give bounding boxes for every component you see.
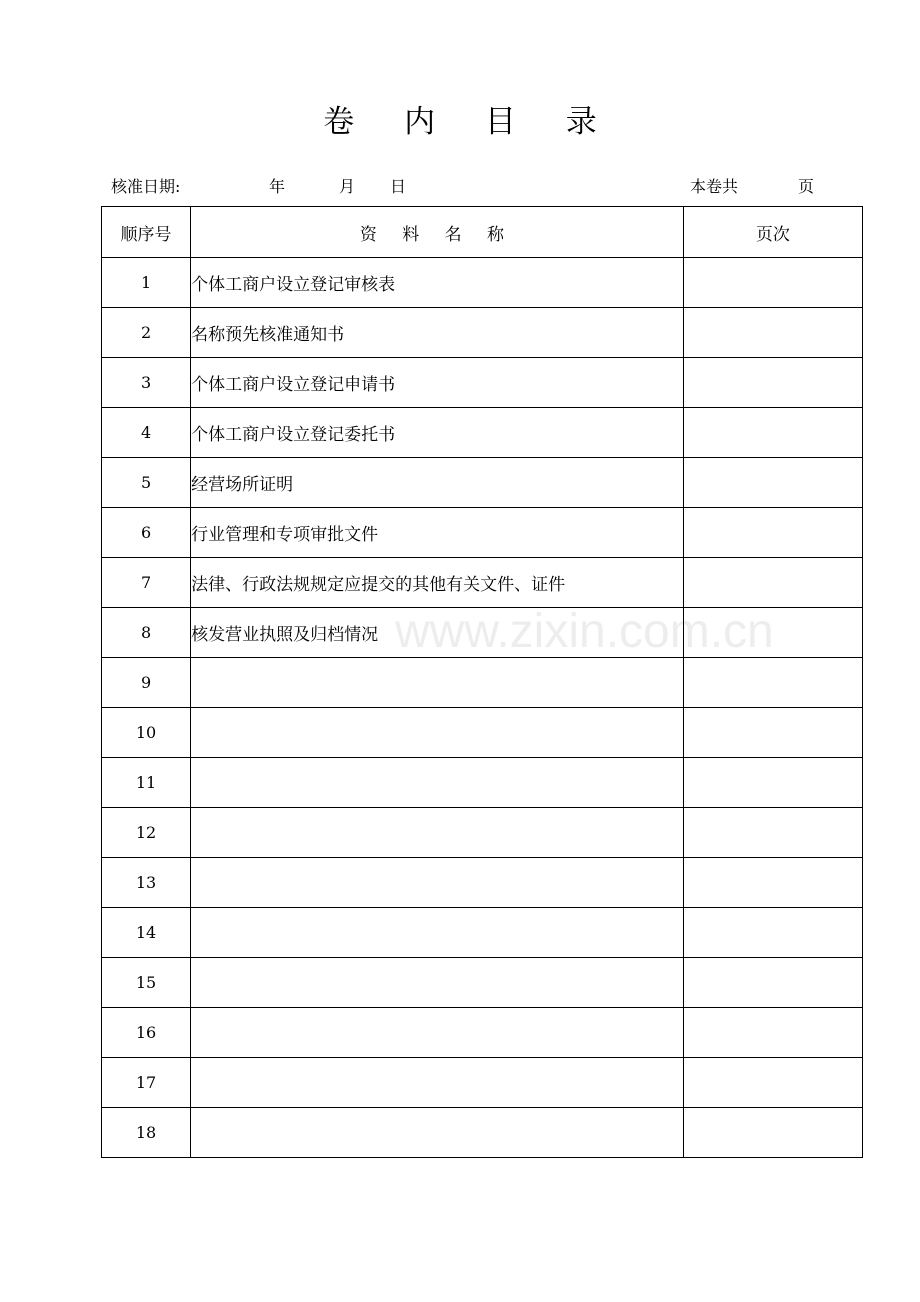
row-page-range (683, 258, 862, 308)
row-page-range (683, 308, 862, 358)
row-sequence-number: 14 (102, 908, 191, 958)
row-page-range (683, 558, 862, 608)
row-sequence-number: 2 (102, 308, 191, 358)
row-sequence-number: 6 (102, 508, 191, 558)
column-header-sequence: 顺序号 (102, 207, 191, 258)
table-row (102, 458, 863, 508)
table-row (102, 1058, 863, 1108)
column-header-document-name: 资 料 名 称 (191, 207, 684, 258)
row-sequence-number: 8 (102, 608, 191, 658)
row-document-name (191, 858, 684, 908)
row-document-name (191, 958, 684, 1008)
table-row (102, 1008, 863, 1058)
table-row (102, 508, 863, 558)
table-row (102, 308, 863, 358)
row-page-range (683, 508, 862, 558)
table-row (102, 908, 863, 958)
year-label: 年 (269, 177, 286, 196)
row-page-range (683, 658, 862, 708)
row-document-name: 经营场所证明 (191, 458, 684, 508)
row-page-range (683, 358, 862, 408)
table-row (102, 758, 863, 808)
row-page-range (683, 408, 862, 458)
row-page-range (683, 1108, 862, 1158)
day-label: 日 (390, 177, 407, 196)
row-page-range (683, 958, 862, 1008)
row-page-range (683, 1008, 862, 1058)
row-document-name (191, 908, 684, 958)
row-sequence-number: 7 (102, 558, 191, 608)
table-row (102, 1108, 863, 1158)
volume-total-label: 本卷共 (690, 177, 739, 196)
row-sequence-number: 11 (102, 758, 191, 808)
table-header-row (102, 207, 863, 258)
row-page-range (683, 708, 862, 758)
row-sequence-number: 1 (102, 258, 191, 308)
row-sequence-number: 18 (102, 1108, 191, 1158)
row-document-name (191, 758, 684, 808)
row-document-name: 法律、行政法规规定应提交的其他有关文件、证件 (191, 558, 684, 608)
row-sequence-number: 16 (102, 1008, 191, 1058)
row-sequence-number: 10 (102, 708, 191, 758)
watermark: www.zixin.com.cn (395, 605, 774, 658)
row-document-name (191, 1008, 684, 1058)
table-row (102, 958, 863, 1008)
table-row (102, 808, 863, 858)
table-row (102, 708, 863, 758)
row-document-name (191, 708, 684, 758)
row-page-range (683, 908, 862, 958)
row-page-range (683, 808, 862, 858)
row-document-name: 核发营业执照及归档情况 (191, 608, 684, 658)
table-row (102, 858, 863, 908)
row-sequence-number: 12 (102, 808, 191, 858)
row-sequence-number: 9 (102, 658, 191, 708)
row-sequence-number: 13 (102, 858, 191, 908)
row-page-range (683, 608, 862, 658)
row-document-name: 行业管理和专项审批文件 (191, 508, 684, 558)
table-row (102, 658, 863, 708)
catalog-table (101, 206, 863, 1158)
row-page-range (683, 1058, 862, 1108)
row-sequence-number: 4 (102, 408, 191, 458)
column-header-page: 页次 (683, 207, 862, 258)
row-sequence-number: 3 (102, 358, 191, 408)
row-document-name (191, 808, 684, 858)
row-sequence-number: 15 (102, 958, 191, 1008)
row-document-name: 个体工商户设立登记审核表 (191, 258, 684, 308)
row-document-name (191, 658, 684, 708)
row-page-range (683, 858, 862, 908)
page-title: 卷 内 目 录 (323, 104, 617, 140)
table-row (102, 558, 863, 608)
row-document-name: 名称预先核准通知书 (191, 308, 684, 358)
row-sequence-number: 5 (102, 458, 191, 508)
month-label: 月 (339, 177, 356, 196)
row-sequence-number: 17 (102, 1058, 191, 1108)
row-document-name: 个体工商户设立登记委托书 (191, 408, 684, 458)
table-body (102, 258, 863, 1158)
row-document-name: 个体工商户设立登记申请书 (191, 358, 684, 408)
row-document-name (191, 1058, 684, 1108)
table-row (102, 408, 863, 458)
row-document-name (191, 1108, 684, 1158)
approval-date-label: 核准日期: (111, 177, 181, 196)
row-page-range (683, 458, 862, 508)
table-row (102, 258, 863, 308)
row-page-range (683, 758, 862, 808)
table-row (102, 358, 863, 408)
pages-label: 页 (798, 177, 815, 196)
table-row (102, 608, 863, 658)
